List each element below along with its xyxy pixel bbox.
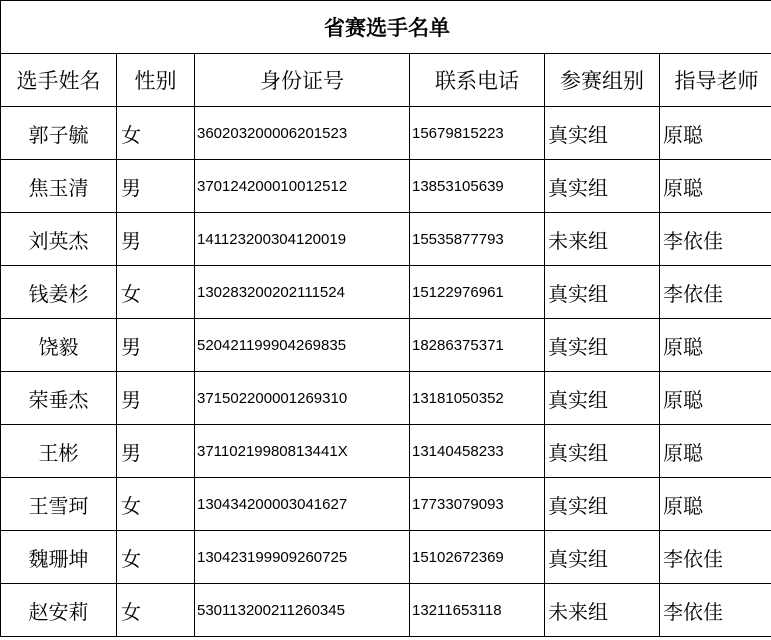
cell-gender[interactable]: 男	[117, 425, 195, 478]
cell-phone[interactable]: 18286375371	[410, 319, 545, 372]
cell-name[interactable]: 魏珊坤	[1, 531, 117, 584]
cell-phone[interactable]: 15535877793	[410, 213, 545, 266]
cell-teacher[interactable]: 李依佳	[660, 531, 771, 584]
header-name[interactable]: 选手姓名	[1, 54, 117, 107]
cell-phone[interactable]: 15102672369	[410, 531, 545, 584]
table-row	[1, 107, 771, 160]
header-gender[interactable]: 性别	[117, 54, 195, 107]
cell-phone[interactable]: 13181050352	[410, 372, 545, 425]
header-row	[1, 54, 771, 107]
cell-id[interactable]: 370124200010012512	[195, 160, 410, 213]
cell-gender[interactable]: 女	[117, 584, 195, 637]
cell-id[interactable]: 141123200304120019	[195, 213, 410, 266]
cell-gender[interactable]: 男	[117, 372, 195, 425]
table-row	[1, 584, 771, 637]
cell-id[interactable]: 360203200006201523	[195, 107, 410, 160]
title-row	[1, 1, 771, 54]
cell-teacher[interactable]: 原聪	[660, 425, 771, 478]
cell-name[interactable]: 赵安莉	[1, 584, 117, 637]
cell-teacher[interactable]: 原聪	[660, 478, 771, 531]
header-phone[interactable]: 联系电话	[410, 54, 545, 107]
cell-name[interactable]: 焦玉清	[1, 160, 117, 213]
table-row	[1, 266, 771, 319]
cell-group[interactable]: 真实组	[545, 425, 660, 478]
cell-group[interactable]: 真实组	[545, 107, 660, 160]
cell-gender[interactable]: 女	[117, 531, 195, 584]
cell-name[interactable]: 饶毅	[1, 319, 117, 372]
cell-id[interactable]: 37110219980813441X	[195, 425, 410, 478]
cell-group[interactable]: 真实组	[545, 531, 660, 584]
cell-group[interactable]: 未来组	[545, 584, 660, 637]
table-row	[1, 213, 771, 266]
cell-name[interactable]: 荣垂杰	[1, 372, 117, 425]
cell-teacher[interactable]: 原聪	[660, 160, 771, 213]
cell-name[interactable]: 刘英杰	[1, 213, 117, 266]
cell-id[interactable]: 530113200211260345	[195, 584, 410, 637]
cell-name[interactable]: 王雪珂	[1, 478, 117, 531]
cell-teacher[interactable]: 原聪	[660, 319, 771, 372]
cell-group[interactable]: 真实组	[545, 266, 660, 319]
cell-phone[interactable]: 13853105639	[410, 160, 545, 213]
cell-teacher[interactable]: 李依佳	[660, 213, 771, 266]
cell-gender[interactable]: 男	[117, 319, 195, 372]
cell-name[interactable]: 王彬	[1, 425, 117, 478]
cell-teacher[interactable]: 原聪	[660, 107, 771, 160]
table-row	[1, 531, 771, 584]
cell-id[interactable]: 520421199904269835	[195, 319, 410, 372]
cell-gender[interactable]: 男	[117, 213, 195, 266]
cell-group[interactable]: 真实组	[545, 478, 660, 531]
table-title[interactable]: 省赛选手名单	[1, 1, 771, 54]
cell-group[interactable]: 真实组	[545, 160, 660, 213]
cell-group[interactable]: 真实组	[545, 319, 660, 372]
header-id[interactable]: 身份证号	[195, 54, 410, 107]
cell-id[interactable]: 130283200202111524	[195, 266, 410, 319]
cell-id[interactable]: 371502200001269310	[195, 372, 410, 425]
cell-gender[interactable]: 女	[117, 266, 195, 319]
cell-phone[interactable]: 15122976961	[410, 266, 545, 319]
cell-name[interactable]: 钱姜杉	[1, 266, 117, 319]
cell-phone[interactable]: 13140458233	[410, 425, 545, 478]
cell-phone[interactable]: 13211653118	[410, 584, 545, 637]
cell-id[interactable]: 130423199909260725	[195, 531, 410, 584]
cell-gender[interactable]: 女	[117, 478, 195, 531]
table-row	[1, 160, 771, 213]
cell-name[interactable]: 郭子毓	[1, 107, 117, 160]
cell-gender[interactable]: 女	[117, 107, 195, 160]
header-group[interactable]: 参赛组别	[545, 54, 660, 107]
cell-id[interactable]: 130434200003041627	[195, 478, 410, 531]
table-row	[1, 319, 771, 372]
cell-phone[interactable]: 17733079093	[410, 478, 545, 531]
cell-group[interactable]: 未来组	[545, 213, 660, 266]
table-row	[1, 372, 771, 425]
cell-teacher[interactable]: 李依佳	[660, 584, 771, 637]
cell-teacher[interactable]: 李依佳	[660, 266, 771, 319]
header-teacher[interactable]: 指导老师	[660, 54, 771, 107]
table-row	[1, 478, 771, 531]
cell-teacher[interactable]: 原聪	[660, 372, 771, 425]
table-row	[1, 425, 771, 478]
cell-phone[interactable]: 15679815223	[410, 107, 545, 160]
cell-group[interactable]: 真实组	[545, 372, 660, 425]
cell-gender[interactable]: 男	[117, 160, 195, 213]
